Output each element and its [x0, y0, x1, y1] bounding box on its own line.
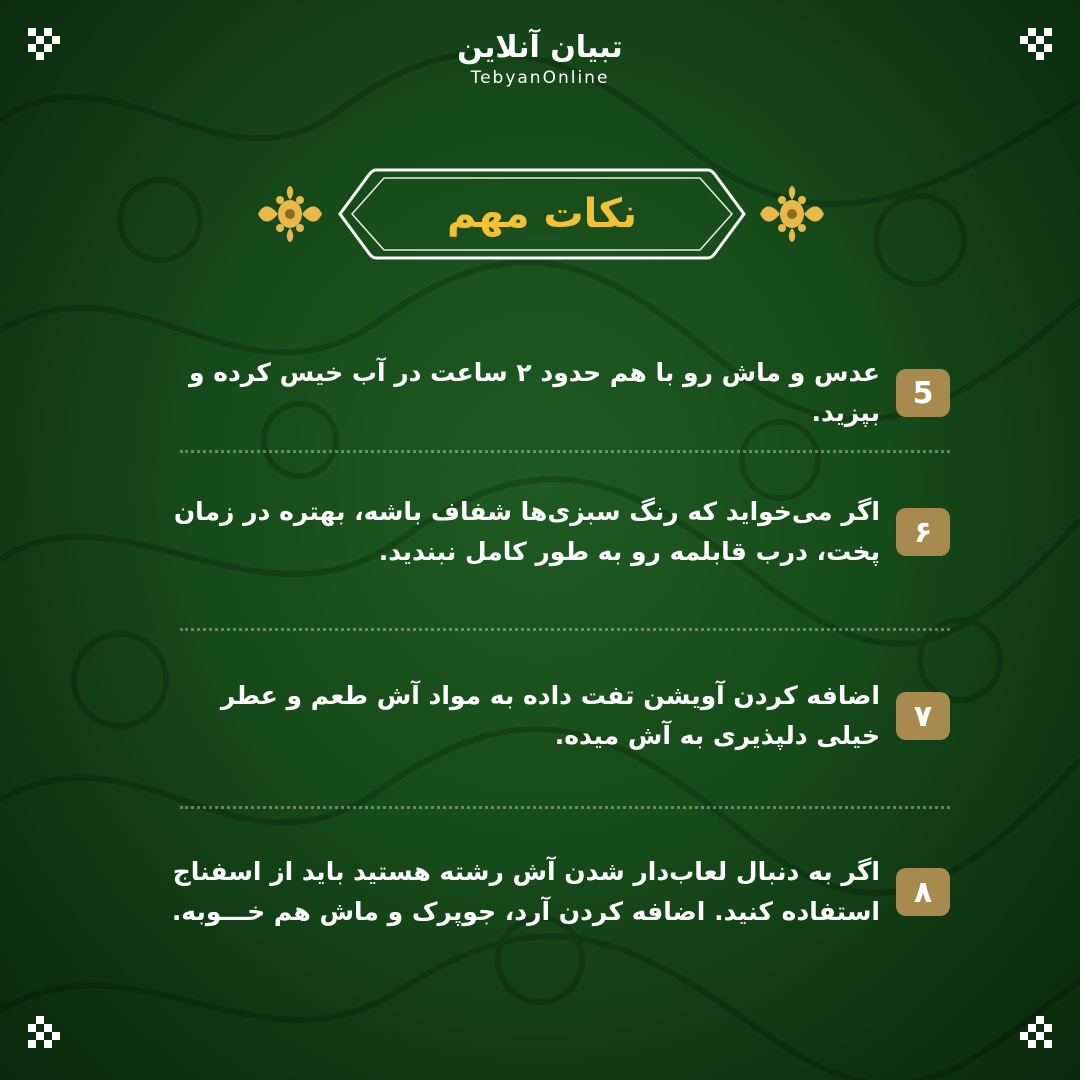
tip-number-badge: ۶ — [896, 508, 950, 556]
tip-item — [130, 676, 950, 756]
tip-text: اگر به دنبال لعاب‌دار شدن آش رشته هستید باید از اسفناج استفاده کنید. اضافه کردن آرد، جوپرک و ماش هم خـــوبه. — [171, 857, 880, 926]
tip-number-badge: 5 — [896, 369, 950, 417]
brand-name-fa: تبیان آنلاین — [457, 30, 623, 65]
dotted-divider — [180, 450, 950, 453]
tip-number-badge: ۸ — [896, 868, 950, 916]
pixel-cross-icon — [28, 1016, 64, 1052]
tip-item — [130, 353, 950, 433]
tip-item — [130, 492, 950, 572]
floral-ornament-icon — [760, 186, 824, 242]
tip-text: اگر می‌خواید که رنگ سبزی‌ها شفاف باشه، بهتره در زمان پخت، درب قابلمه رو به طور کامل نبندید. — [173, 497, 880, 566]
dotted-divider — [180, 806, 950, 809]
floral-ornament-icon — [258, 186, 322, 242]
tip-item — [130, 852, 950, 932]
tip-text: اضافه کردن آویشن تفت داده به مواد آش طعم و عطر خیلی دلپذیری به آش میده. — [220, 681, 880, 750]
brand-name-en: TebyanOnline — [470, 68, 610, 88]
tip-number-badge: ۷ — [896, 692, 950, 740]
brand-logo — [0, 30, 1080, 90]
tip-text: عدس و ماش رو با هم حدود ۲ ساعت در آب خیس کرده و بپزید. — [188, 358, 880, 427]
pixel-cross-icon — [1016, 1016, 1052, 1052]
page-title: نکات مهم — [447, 191, 637, 237]
dotted-divider — [180, 628, 950, 631]
